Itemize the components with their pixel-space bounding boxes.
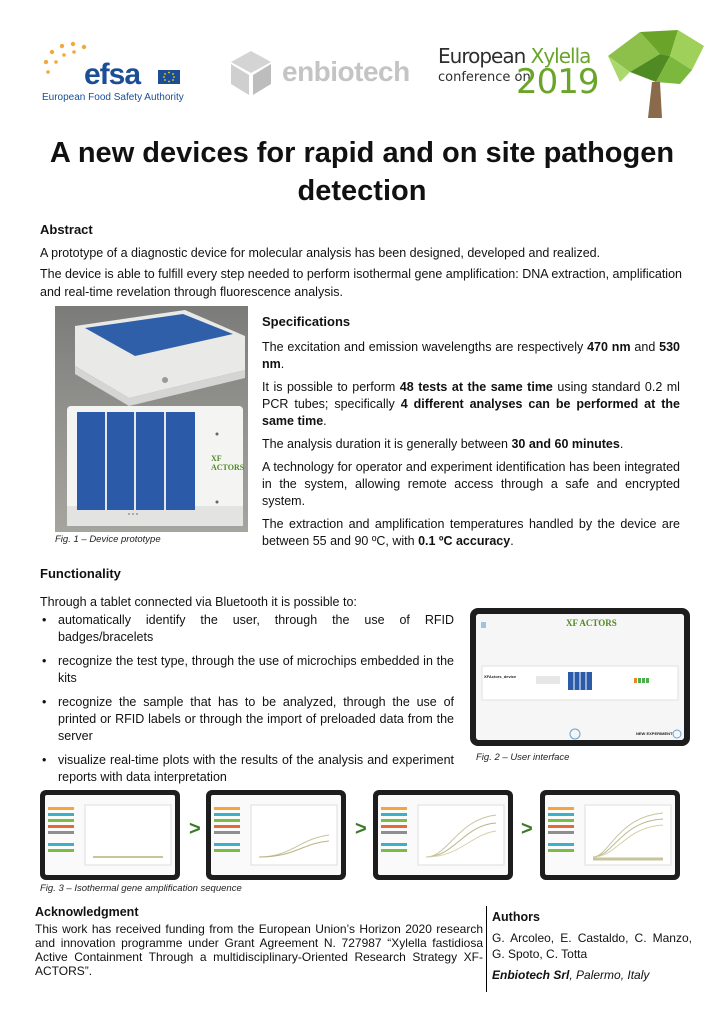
spec-temperature: The extraction and amplification temperatures handled by the device are between 55 and 90 ºC, with 0.1 ºC accuracy. (262, 517, 680, 548)
spec-wavelengths: The excitation and emission wavelengths are respectively 470 nm and 530 nm. (262, 340, 680, 371)
spec-identification: A technology for operator and experiment identification has been integrated in the system, allowing remote access through a safe and encrypted system. (262, 460, 680, 508)
functionality-heading: Functionality (40, 566, 121, 581)
authors-affiliation: Enbiotech Srl, Palermo, Italy (492, 968, 650, 982)
device-brand-label: XF ACTORS (211, 454, 245, 472)
list-item: • automatically identify the user, through the use of RFID badges/bracelets (40, 612, 454, 646)
sequence-screen-3 (378, 795, 508, 875)
ui-brand-label: XF ACTORS (566, 618, 617, 628)
fig3-caption: Fig. 3 – Isothermal gene amplification sequence (40, 883, 242, 894)
sequence-arrow: > (189, 818, 201, 840)
abstract-p2: The device is able to fulfill every step needed to perform isothermal gene amplification: DNA extraction, amplification and real-time revelation through fluorescence analysis. (40, 267, 682, 299)
new-experiment-button: NEW EXPERIMENT (636, 731, 673, 736)
user-interface-tablet (470, 608, 690, 746)
efsa-wordmark: efsa (84, 58, 141, 91)
conference-subtitle: conference on (438, 70, 531, 85)
sequence-screen-1 (45, 795, 175, 875)
sequence-tablet-2 (206, 790, 346, 880)
functionality-intro: Through a tablet connected via Bluetooth it is possible to: (40, 595, 357, 609)
poster-title: A new devices for rapid and on site pathogen detection (49, 137, 675, 207)
list-item: • recognize the sample that has to be analyzed, through the use of printed or RFID labels or through the import of preloaded data from the server (40, 694, 454, 745)
sequence-screen-4 (545, 795, 675, 875)
spec-duration: The analysis duration it is generally between 30 and 60 minutes. (262, 437, 624, 451)
authors-names: G. Arcoleo, E. Castaldo, C. Manzo, G. Spoto, C. Totta (492, 931, 692, 961)
sequence-tablet-1 (40, 790, 180, 880)
enbiotech-logo (226, 44, 416, 100)
sequence-arrow: > (355, 818, 367, 840)
sequence-tablet-3 (373, 790, 513, 880)
conference-title: European Xylella (438, 44, 591, 68)
cube-icon (226, 48, 276, 98)
device-prototype-photo (55, 306, 248, 532)
functionality-list (40, 612, 454, 793)
eu-flag-icon (158, 70, 180, 84)
abstract-p1: A prototype of a diagnostic device for molecular analysis has been designed, developed and realized. (40, 246, 601, 260)
acknowledgment-heading: Acknowledgment (35, 905, 139, 919)
fig1-caption: Fig. 1 – Device prototype (55, 534, 161, 545)
authors-heading: Authors (492, 910, 540, 924)
specifications-section (262, 314, 680, 556)
conference-year: 2019 (516, 62, 599, 102)
specifications-heading: Specifications (262, 314, 351, 329)
abstract-heading: Abstract (40, 222, 93, 237)
ui-device-name: XFActors_device (484, 674, 517, 679)
fig2-caption: Fig. 2 – User interface (476, 752, 570, 763)
authors-divider (486, 906, 487, 992)
enbiotech-wordmark: enbiotech (282, 56, 410, 87)
list-item: • visualize real-time plots with the results of the analysis and experiment reports with data interpretation (40, 752, 454, 786)
list-item: • recognize the test type, through the use of microchips embedded in the kits (40, 653, 454, 687)
sequence-arrow: > (521, 818, 533, 840)
tablet-screen (476, 614, 684, 740)
xylella-conference-logo (438, 40, 598, 112)
efsa-subtitle: European Food Safety Authority (42, 92, 184, 103)
device-illustration (55, 306, 248, 532)
efsa-logo (40, 40, 190, 108)
sequence-tablet-4 (540, 790, 680, 880)
spec-tests: It is possible to perform 48 tests at the same time using standard 0.2 ml PCR tubes; specifically 4 different analyses can be performed at the same time. (262, 380, 680, 428)
olive-tree-icon (600, 26, 708, 118)
header-logos (0, 0, 724, 120)
acknowledgment-text: This work has received funding from the European Union’s Horizon 2020 research and innovation programme under Grant Agreement N. 727987 “Xylella fastidiosa Active Containment Through a multidisciplinary-Oriented Research Strategy XF-ACTORS”. (35, 922, 483, 978)
sequence-screen-2 (211, 795, 341, 875)
